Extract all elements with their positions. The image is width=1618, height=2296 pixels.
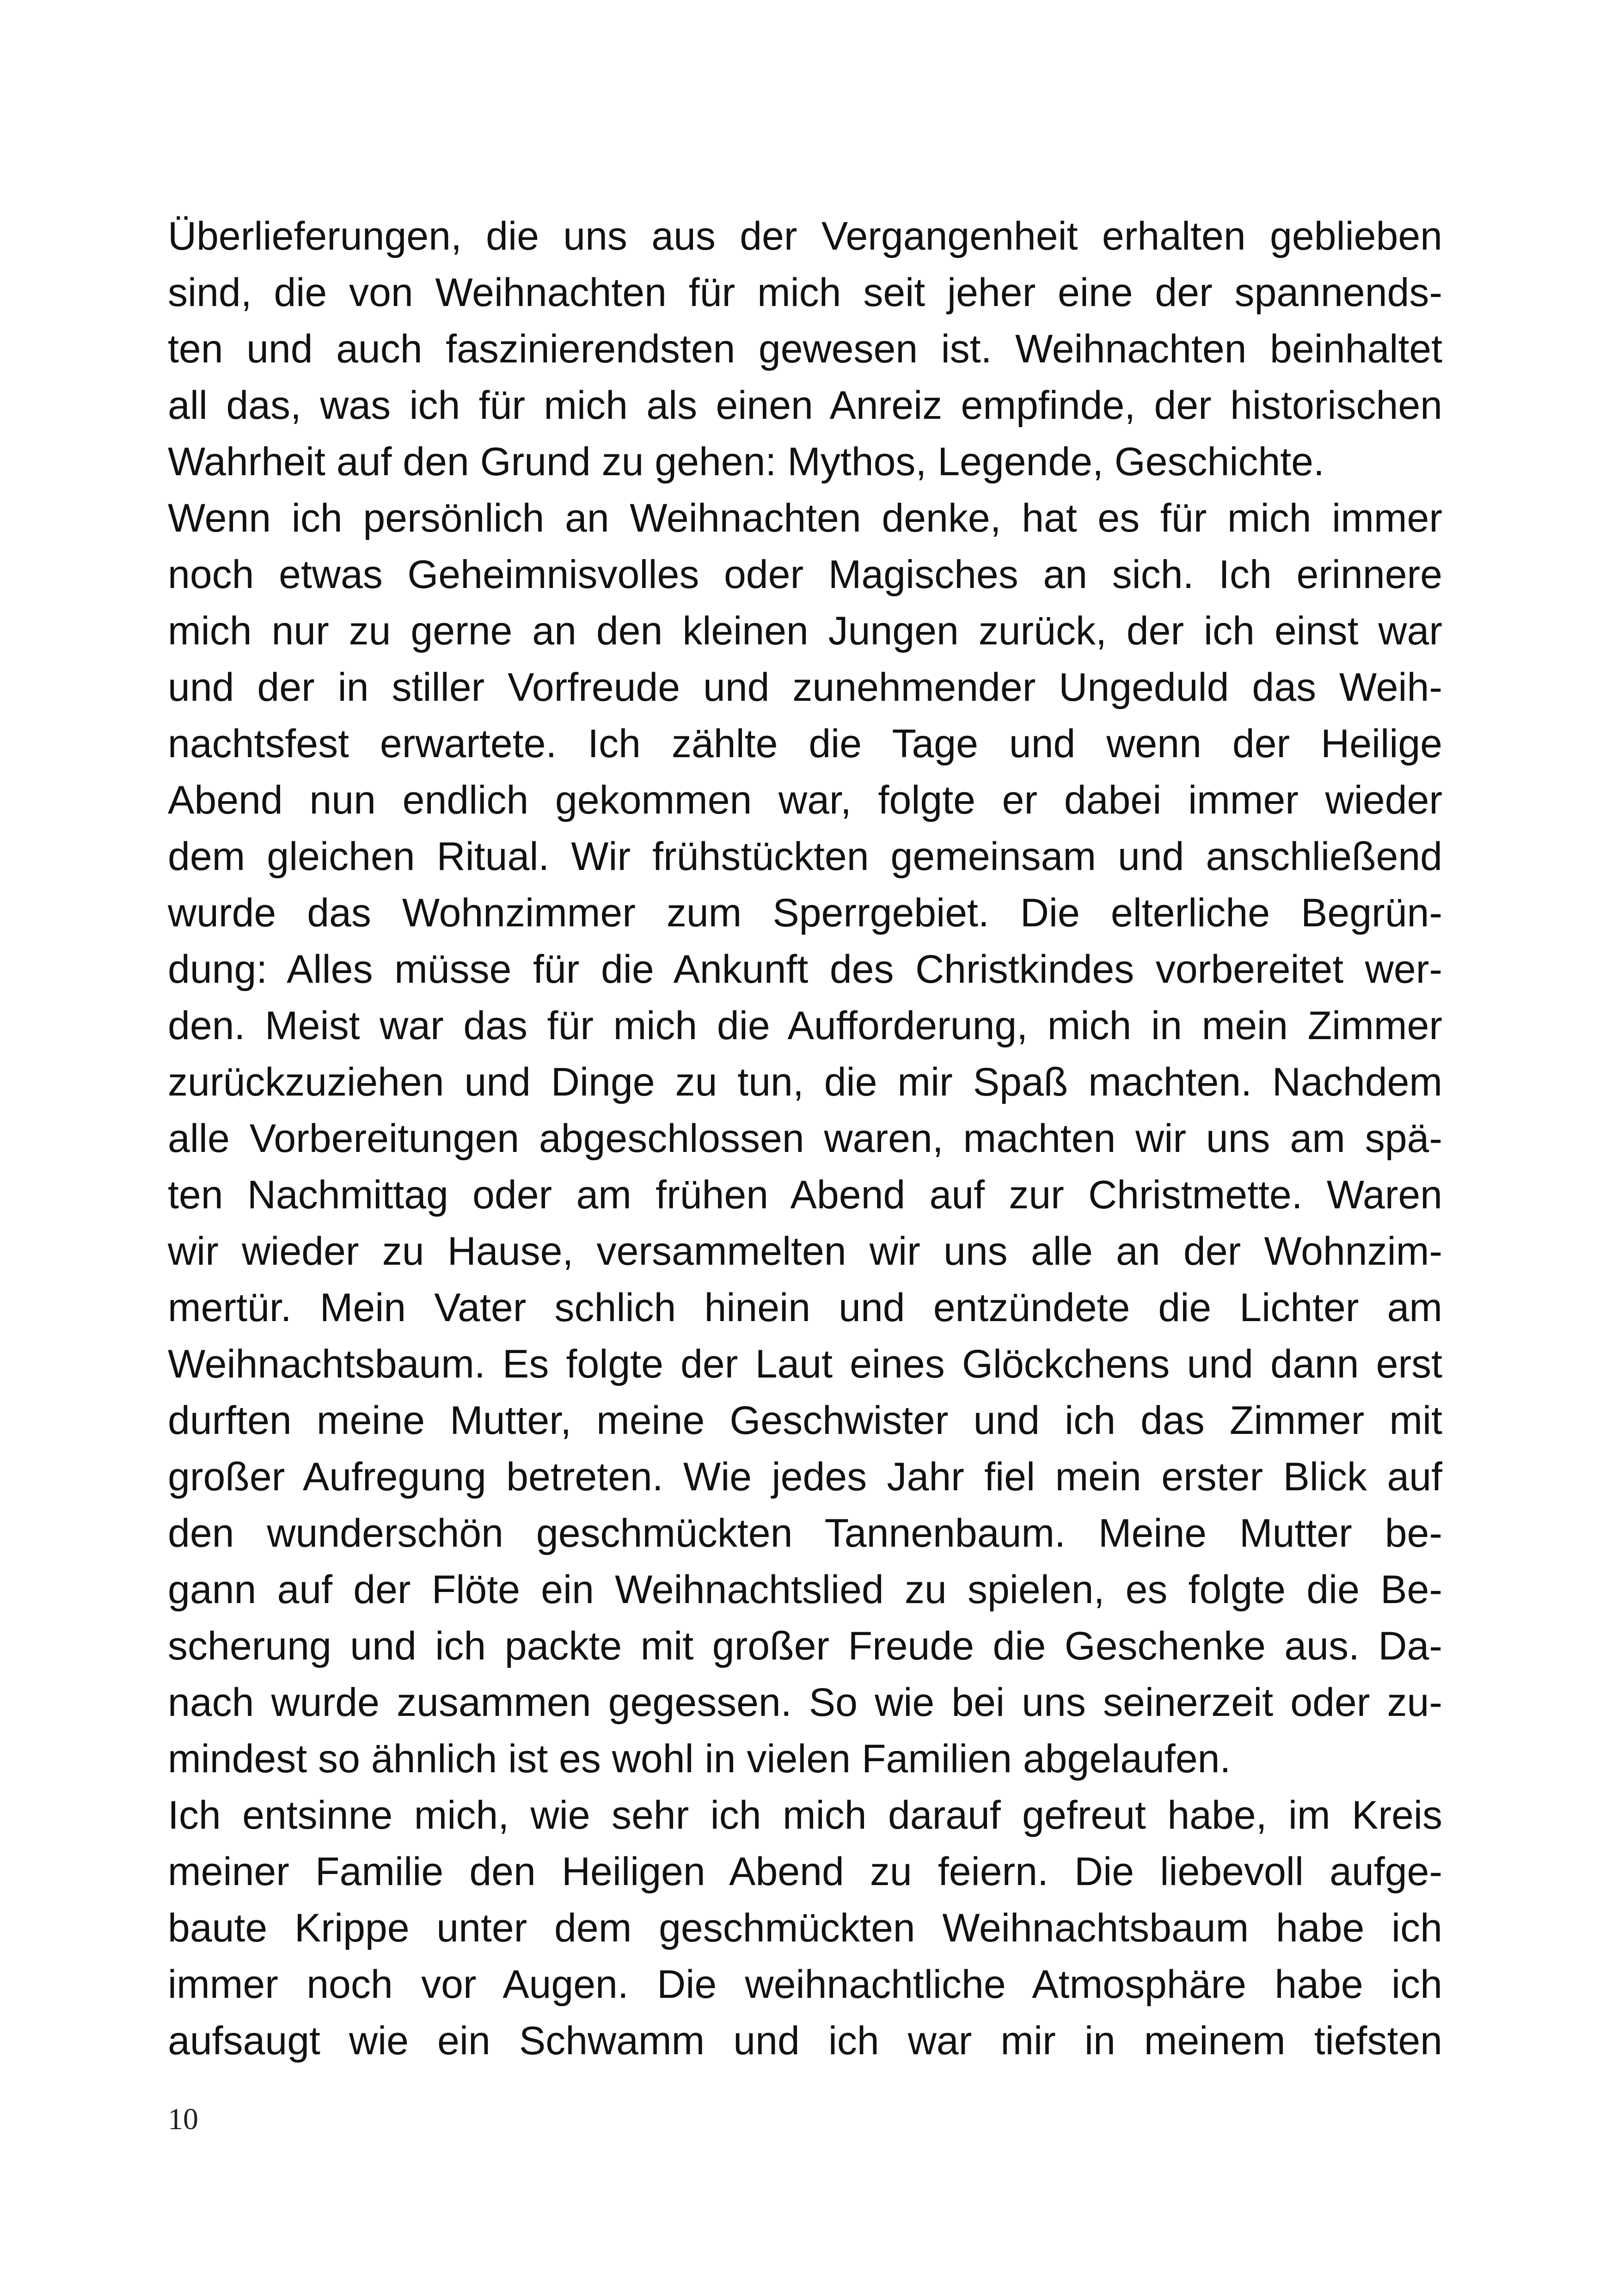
text-line: großer Aufregung betreten. Wie jedes Jahr fiel mein erster Blick auf (168, 1455, 1442, 1499)
text-line: all das, was ich für mich als einen Anreiz empfinde, der historischen (168, 383, 1442, 428)
text-line: sind, die von Weihnachten für mich seit jeher eine der spannends- (168, 270, 1442, 315)
text-line: nach wurde zusammen gegessen. So wie bei uns seinerzeit oder zu- (168, 1680, 1442, 1725)
text-line: ten und auch faszinierendsten gewesen ist. Weihnachten beinhaltet (168, 327, 1442, 371)
text-line: dem gleichen Ritual. Wir frühstückten gemeinsam und anschließend (168, 834, 1442, 879)
text-line: immer noch vor Augen. Die weihnachtliche Atmosphäre habe ich (168, 1962, 1442, 2007)
text-line: Wahrheit auf den Grund zu gehen: Mythos, Legende, Geschichte. (168, 440, 1324, 484)
text-line: den wunderschön geschmückten Tannenbaum. Meine Mutter be- (168, 1511, 1442, 1555)
text-line: aufsaugt wie ein Schwamm und ich war mir in meinem tiefsten (168, 2019, 1442, 2063)
page-number: 10 (168, 2102, 198, 2136)
text-line: scherung und ich packte mit großer Freude die Geschenke aus. Da- (168, 1624, 1442, 1668)
text-line: Ich entsinne mich, wie sehr ich mich darauf gefreut habe, im Kreis (168, 1793, 1442, 1837)
text-line: alle Vorbereitungen abgeschlossen waren, machten wir uns am spä- (168, 1116, 1442, 1161)
text-line: den. Meist war das für mich die Aufforderung, mich in mein Zimmer (168, 1004, 1442, 1048)
text-line: ten Nachmittag oder am frühen Abend auf zur Christmette. Waren (168, 1173, 1442, 1217)
text-line: Wenn ich persönlich an Weihnachten denke, hat es für mich immer (168, 496, 1442, 540)
text-line: wir wieder zu Hause, versammelten wir uns alle an der Wohnzim- (168, 1229, 1442, 1274)
text-line: nachtsfest erwartete. Ich zählte die Tage und wenn der Heilige (168, 722, 1442, 766)
text-line: und der in stiller Vorfreude und zunehmender Ungeduld das Weih- (168, 665, 1442, 710)
text-line: mich nur zu gerne an den kleinen Jungen zurück, der ich einst war (168, 609, 1442, 653)
body-text (168, 208, 1442, 2069)
text-line: Überlieferungen, die uns aus der Vergangenheit erhalten geblieben (168, 214, 1442, 258)
text-line: noch etwas Geheimnisvolles oder Magisches an sich. Ich erinnere (168, 552, 1442, 597)
text-line: durften meine Mutter, meine Geschwister und ich das Zimmer mit (168, 1398, 1442, 1443)
text-line: baute Krippe unter dem geschmückten Weihnachtsbaum habe ich (168, 1906, 1442, 1950)
text-line: mindest so ähnlich ist es wohl in vielen Familien abgelaufen. (168, 1737, 1231, 1781)
text-line: gann auf der Flöte ein Weihnachtslied zu spielen, es folgte die Be- (168, 1567, 1442, 1612)
text-line: dung: Alles müsse für die Ankunft des Christkindes vorbereitet wer- (168, 947, 1442, 992)
text-line: Weihnachtsbaum. Es folgte der Laut eines Glöckchens und dann erst (168, 1342, 1442, 1386)
text-line: mertür. Mein Vater schlich hinein und entzündete die Lichter am (168, 1286, 1442, 1330)
text-line: meiner Familie den Heiligen Abend zu feiern. Die liebevoll aufge- (168, 1849, 1442, 1894)
text-line: Abend nun endlich gekommen war, folgte er dabei immer wieder (168, 778, 1442, 822)
text-line: zurückzuziehen und Dinge zu tun, die mir Spaß machten. Nachdem (168, 1060, 1442, 1104)
text-line: wurde das Wohnzimmer zum Sperrgebiet. Die elterliche Begrün- (168, 891, 1442, 935)
